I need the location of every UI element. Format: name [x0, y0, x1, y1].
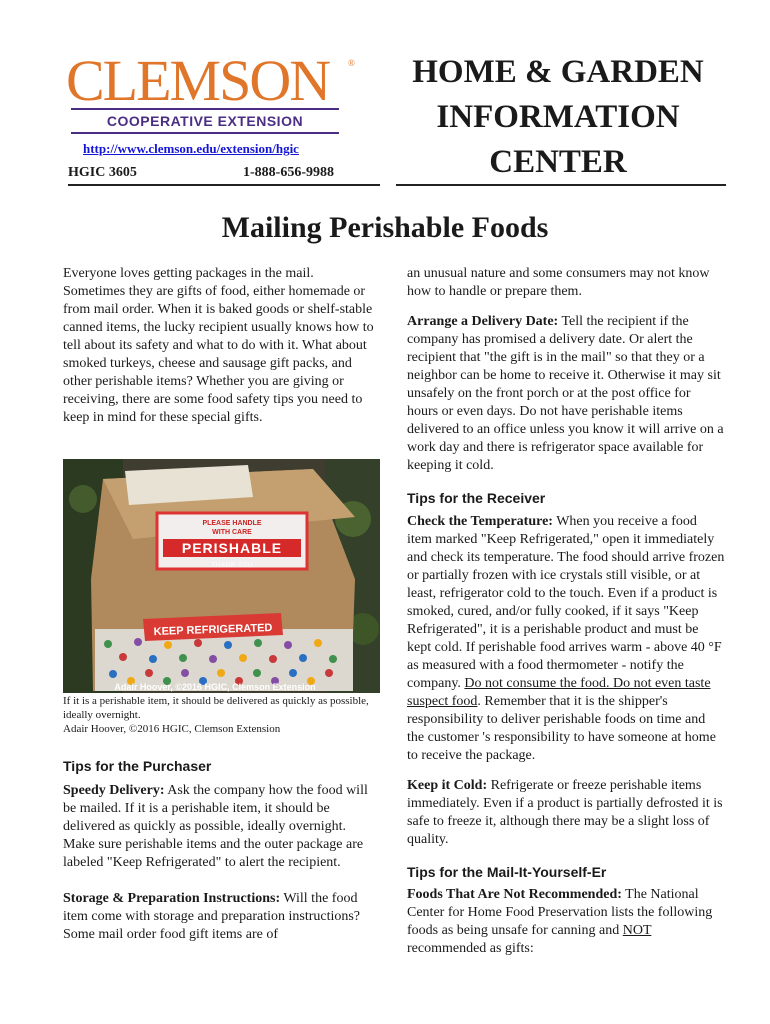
right-column [407, 265, 725, 958]
purchaser-heading: Tips for the Purchaser [63, 758, 212, 774]
storage-text: Will the food item come with storage and preparation instructions? Some mail order food gift items are of [63, 891, 361, 942]
temperature-text: When you receive a food item marked "Keep Refrigerated," open it immediately and check its temperature. The food should arrive frozen or partially frozen with ice crystals still visible, or at least, refrigerator cold to the touch. Even if a product is smoked, cured, and/or fully cooked, if it says "Keep Refrigerated", it is a perishable product and must be kept cold. If perishable food arrives warm - above 40 °F as measured with a food thermometer - notify the company. [407, 514, 725, 691]
left-column [63, 265, 379, 427]
foods-text: The National Center for Home Food Preservation lists the following foods as being unsafe for canning and [407, 887, 713, 938]
speedy-text: Ask the company how the food will be mailed. If it is a perishable item, it should be delivered as quickly as possible, ideally overnight. Make sure perishable items and the outer package are labeled "Keep Refrigerated" to alert the recipient. [63, 783, 368, 870]
arrange-text: Tell the recipient if the company has promised a delivery date. Or alert the recipient that "the gift is in the mail" so that they or a neighbor can be home to receive it. Otherwise it may sit unsafely on the front porch or at the post office for hours or even days. Do not have perishable items delivered to an office unless you know it will arrive on a work day and there is refrigerator space available for keeping it cold. [407, 314, 724, 473]
center-title-line: HOME & GARDEN [412, 54, 704, 90]
photo-credit-overlay: Adair Hoover, ©2016 HGIC, Clemson Extension [114, 682, 316, 692]
caption-text: If it is a perishable item, it should be delivered as quickly as possible, ideally overnight. [63, 695, 369, 721]
caption-credit: Adair Hoover, ©2016 HGIC, Clemson Extension [63, 723, 281, 735]
storage-label: Storage & Preparation Instructions: [63, 891, 281, 906]
package-photo [63, 459, 380, 693]
center-title [398, 50, 718, 185]
speedy-label: Speedy Delivery: [63, 783, 165, 798]
diy-heading: Tips for the Mail-It-Yourself-Er [407, 864, 607, 880]
header-rule [396, 184, 726, 186]
page-title: Mailing Perishable Foods [221, 211, 549, 244]
label-top-text: WITH CARE [212, 529, 252, 536]
keep-cold-paragraph [407, 777, 725, 849]
keep-cold-text: Refrigerate or freeze perishable items immediately. Even if a product is partially defrosted it is safe to freeze it, although there may be a slight loss of quality. [407, 778, 723, 847]
arrange-label: Arrange a Delivery Date: [407, 314, 559, 329]
receiver-heading: Tips for the Receiver [407, 490, 546, 506]
temperature-label: Check the Temperature: [407, 514, 553, 529]
arrange-paragraph [407, 313, 725, 475]
hgic-info-line [68, 165, 380, 186]
photo-caption [63, 694, 381, 736]
warning-text: Do not consume the food. Do not even taste suspect food [407, 676, 711, 709]
speedy-delivery-paragraph [63, 782, 379, 872]
tape-text: KEEP REFRIGERATED [153, 621, 273, 639]
intro-paragraph: Everyone loves getting packages in the mail. Sometimes they are gifts of food, either homemade or from mail order. When it is baked goods or shelf-stable canned items, the lucky recipient usually knows how to tell about its safety and what to do with it. What about smoked turkeys, cheese and sausage gift packs, and other perishable items? Whether you are giving or receiving, there are some food safety tips you need to keep in mind for these special gifts. [63, 266, 374, 425]
foods-label: Foods That Are Not Recommended: [407, 887, 622, 902]
logo-subtitle: COOPERATIVE EXTENSION [71, 108, 339, 134]
label-top-text: PLEASE HANDLE [202, 520, 262, 527]
clemson-logo [66, 48, 355, 129]
foods-text-2: recommended as gifts: [407, 941, 534, 956]
keep-cold-label: Keep it Cold: [407, 778, 488, 793]
storage-paragraph [63, 890, 379, 944]
hgic-code: HGIC 3605 [68, 165, 137, 180]
logo-wordmark: CLEMSON [66, 48, 330, 113]
temperature-text-2: . Remember that it is the shipper's responsibility to deliver perishable foods on time and the customer 's responsibility to have someone at home to receive the package. [407, 694, 716, 763]
purchaser-section [63, 757, 379, 944]
center-title-line: CENTER [489, 144, 627, 180]
continued-paragraph: an unusual nature and some consumers may not know how to handle or prepare them. [407, 266, 710, 299]
website-link[interactable]: http://www.clemson.edu/extension/hgic [83, 141, 299, 156]
registered-mark: ® [348, 58, 355, 68]
phone-number: 1-888-656-9988 [243, 165, 334, 180]
foods-paragraph [407, 886, 725, 958]
label-main-text: PERISHABLE [181, 540, 283, 556]
temperature-paragraph [407, 513, 725, 765]
foods-not: NOT [622, 923, 652, 938]
center-title-line: INFORMATION [436, 99, 680, 135]
label-bottom-text: THANK YOU [211, 562, 253, 569]
package-illustration [63, 459, 380, 693]
